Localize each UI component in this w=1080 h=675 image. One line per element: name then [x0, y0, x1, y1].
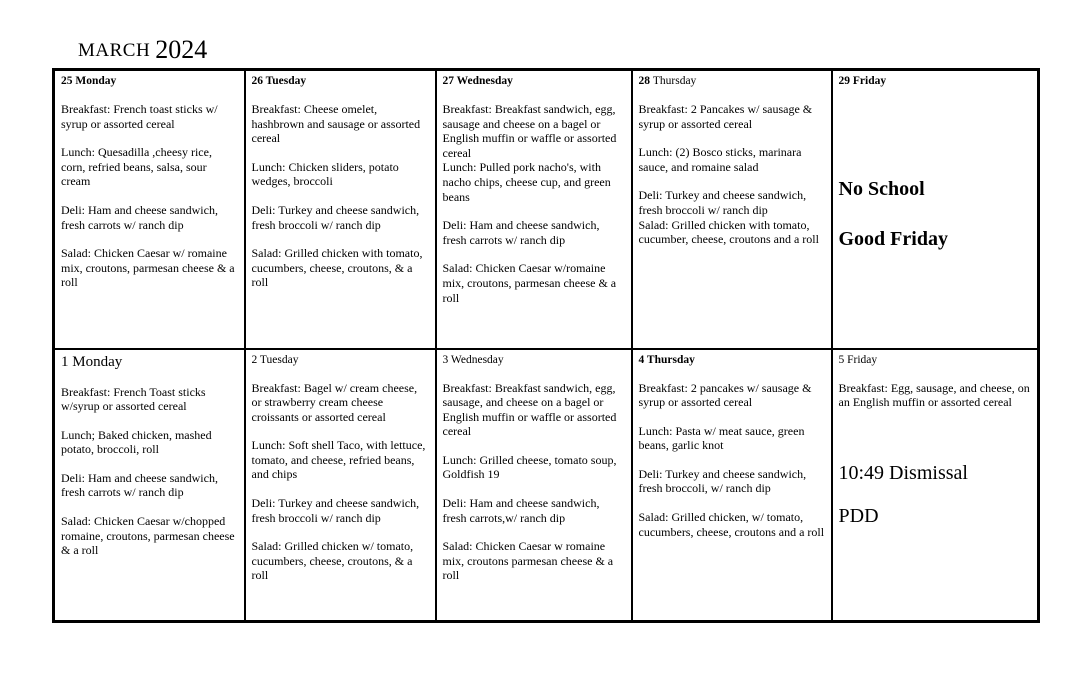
weekday-label: Friday — [847, 353, 878, 366]
lunch-text: Lunch: Quesadilla ,cheesy rice, corn, refried beans, salsa, sour cream — [61, 145, 212, 189]
week-row-apr-1 — [54, 349, 1039, 622]
weekday-label: Monday — [75, 75, 117, 87]
deli-text: Deli: Ham and cheese sandwich, fresh carrots w/ ranch dip — [61, 202, 218, 232]
day-cell-mar-27-wednesday — [436, 70, 632, 349]
weekday-label: Tuesday — [265, 75, 307, 87]
no-school-text: No School — [838, 178, 925, 200]
breakfast-text: Breakfast: Cheese omelet, hashbrown and sausage or assorted cereal — [251, 102, 421, 146]
dismissal-time-text: 10:49 Dismissal — [838, 461, 968, 484]
page-title — [78, 33, 207, 63]
day-header — [839, 74, 1033, 88]
day-header — [61, 353, 239, 371]
lunch-text: Lunch; Baked chicken, mashed potato, broccoli, roll — [61, 427, 212, 457]
salad-text: Salad: Grilled chicken with tomato, cucumbers, cheese, croutons, & a roll — [251, 246, 423, 290]
day-header — [443, 74, 626, 88]
breakfast-text: Breakfast: French Toast sticks w/syrup or assorted cereal — [61, 384, 206, 414]
day-number: 27 — [442, 75, 454, 87]
weekday-label: Wednesday — [450, 353, 504, 366]
breakfast-text: Breakfast: 2 pancakes w/ sausage & syrup or assorted cereal — [638, 380, 812, 410]
salad-text: Salad: Chicken Caesar w/romaine mix, croutons, parmesan cheese & a roll — [442, 261, 617, 305]
lunch-text: Lunch: Chicken sliders, potato wedges, broccoli — [251, 159, 399, 189]
day-header — [443, 353, 626, 367]
good-friday-text: Good Friday — [838, 228, 948, 250]
deli-text: Deli: Turkey and cheese sandwich, fresh broccoli w/ ranch dip — [251, 496, 420, 525]
day-number: 5 — [838, 353, 845, 366]
day-header — [839, 353, 1033, 367]
breakfast-text: Breakfast: Breakfast sandwich, egg, sausage, and cheese on a bagel or English muffin or waffle or assorted cereal — [442, 380, 617, 439]
salad-text: Salad: Grilled chicken w/ tomato, cucumbers, cheese, croutons, & a roll — [251, 539, 414, 583]
deli-text: Deli: Turkey and cheese sandwich, fresh broccoli w/ ranch dip — [251, 202, 420, 232]
weekday-label: Monday — [72, 353, 123, 370]
deli-text: Deli: Ham and cheese sandwich, fresh carrots w/ ranch dip — [61, 470, 218, 500]
day-cell-mar-28-thursday — [632, 70, 832, 349]
weekday-label: Wednesday — [456, 75, 513, 87]
deli-text: Deli: Ham and cheese sandwich, fresh carrots w/ ranch dip — [442, 218, 600, 247]
day-cell-mar-29-friday — [832, 70, 1039, 349]
pdd-text: PDD — [838, 504, 879, 527]
weekday-label: Thursday — [652, 75, 697, 87]
day-header — [639, 74, 826, 88]
day-number: 26 — [251, 75, 263, 87]
breakfast-text: Breakfast: Breakfast sandwich, egg, sausage and cheese on a bagel or English muffin or waffle or assorted cereal — [442, 102, 617, 160]
lunch-text: Lunch: (2) Bosco sticks, marinara sauce, and romaine salad — [638, 145, 802, 174]
title-month: MARCH — [78, 40, 151, 61]
menu-table — [52, 68, 1040, 623]
deli-text: Deli: Turkey and cheese sandwich, fresh broccoli w/ ranch dip — [638, 188, 807, 217]
breakfast-text: Breakfast: 2 Pancakes w/ sausage & syrup or assorted cereal — [638, 102, 813, 131]
day-cell-3-wednesday — [436, 349, 632, 622]
day-number: 25 — [61, 75, 73, 87]
day-cell-mar-26-tuesday — [245, 70, 436, 349]
breakfast-text: Breakfast: French toast sticks w/ syrup or assorted cereal — [61, 102, 218, 131]
day-cell-5-friday — [832, 349, 1039, 622]
salad-text: Salad: Chicken Caesar w/ romaine mix, croutons, parmesan cheese & a roll — [61, 246, 235, 290]
day-number: 3 — [442, 353, 449, 366]
day-number: 1 — [61, 353, 69, 370]
deli-text: Deli: Ham and cheese sandwich, fresh carrots,w/ ranch dip — [442, 496, 600, 525]
weekday-label: Tuesday — [259, 353, 299, 366]
day-number: 28 — [638, 75, 650, 87]
breakfast-text: Breakfast: Egg, sausage, and cheese, on an English muffin or assorted cereal — [838, 380, 1030, 410]
day-cell-mar-25-monday — [54, 70, 245, 349]
salad-text: Salad: Grilled chicken, w/ tomato, cucumbers, cheese, croutons and a roll — [638, 510, 825, 539]
day-number: 4 — [638, 353, 645, 366]
day-header — [639, 353, 826, 367]
day-cell-2-tuesday — [245, 349, 436, 622]
lunch-text: Lunch: Pulled pork nacho's, with nacho chips, cheese cup, and green beans — [442, 160, 611, 204]
week-row-mar-25 — [54, 70, 1039, 349]
weekday-label: Thursday — [646, 353, 695, 366]
deli-text: Deli: Turkey and cheese sandwich, fresh broccoli, w/ ranch dip — [638, 466, 807, 496]
day-cell-4-thursday — [632, 349, 832, 622]
title-year: 2024 — [155, 35, 208, 64]
lunch-text: Lunch: Grilled cheese, tomato soup, Goldfish 19 — [442, 452, 617, 482]
breakfast-text: Breakfast: Bagel w/ cream cheese, or strawberry cream cheese croissants or assorted cereal — [251, 380, 418, 424]
day-cell-1-monday — [54, 349, 245, 622]
salad-text: Salad: Chicken Caesar w romaine mix, croutons parmesan cheese & a roll — [442, 539, 614, 583]
day-header — [252, 74, 430, 88]
day-number: 2 — [251, 353, 258, 366]
day-header — [61, 74, 239, 88]
weekday-label: Friday — [852, 75, 887, 87]
day-number: 29 — [838, 75, 850, 87]
day-header — [252, 353, 430, 367]
lunch-text: Lunch: Pasta w/ meat sauce, green beans, garlic knot — [638, 423, 805, 453]
salad-text: Salad: Grilled chicken with tomato, cucumber, cheese, croutons and a roll — [638, 217, 819, 247]
lunch-text: Lunch: Soft shell Taco, with lettuce, tomato, and cheese, refried beans, and chips — [251, 438, 426, 482]
salad-text: Salad: Chicken Caesar w/chopped romaine, croutons, parmesan cheese & a roll — [61, 514, 235, 558]
